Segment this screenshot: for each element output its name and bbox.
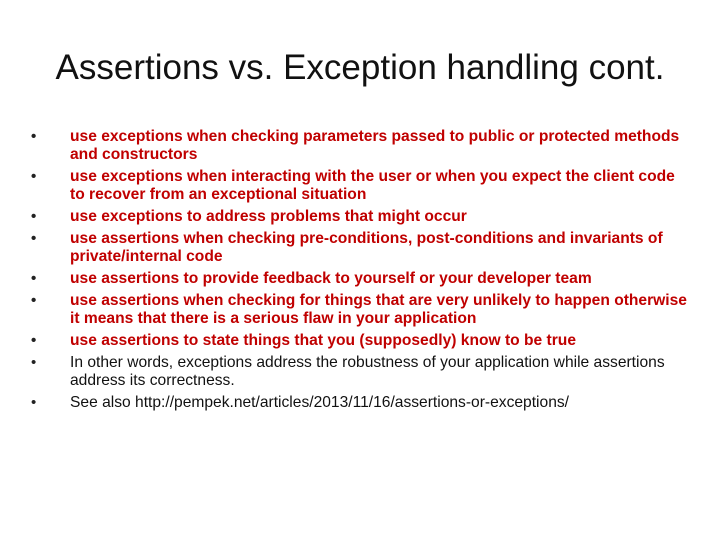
bullet-item — [30, 168, 690, 204]
bullet-dot-icon: • — [31, 332, 37, 349]
slide-title: Assertions vs. Exception handling cont. — [55, 48, 665, 87]
bullet-dot-icon: • — [31, 354, 37, 371]
bullet-dot-icon: • — [31, 168, 37, 185]
bullet-text: use exceptions when interacting with the user or when you expect the client code to recover from an exceptional situation — [70, 168, 675, 203]
bullet-text: use assertions to state things that you (supposedly) know to be true — [70, 332, 576, 349]
bullet-dot-icon: • — [31, 292, 37, 309]
bullet-dot-icon: • — [31, 270, 37, 287]
bullet-list — [30, 128, 690, 416]
bullet-item-link[interactable] — [30, 394, 690, 412]
bullet-dot-icon: • — [31, 230, 37, 247]
bullet-text: use exceptions to address problems that might occur — [70, 208, 467, 225]
bullet-dot-icon: • — [31, 208, 37, 225]
bullet-item — [30, 332, 690, 350]
bullet-item — [30, 270, 690, 288]
bullet-text: use exceptions when checking parameters passed to public or protected methods and constructors — [70, 128, 680, 163]
bullet-text: In other words, exceptions address the robustness of your application while assertions address its correctness. — [70, 354, 665, 389]
bullet-item — [30, 292, 690, 328]
bullet-text: use assertions when checking for things that are very unlikely to happen otherwise it means that there is a serious flaw in your application — [70, 292, 687, 327]
bullet-text: See also http://pempek.net/articles/2013/11/16/assertions-or-exceptions/ — [70, 394, 569, 411]
bullet-item — [30, 208, 690, 226]
bullet-text: use assertions when checking pre-conditions, post-conditions and invariants of private/internal code — [70, 230, 663, 265]
bullet-item — [30, 230, 690, 266]
bullet-item — [30, 354, 690, 390]
bullet-dot-icon: • — [31, 128, 37, 145]
bullet-text: use assertions to provide feedback to yourself or your developer team — [70, 270, 592, 287]
bullet-item — [30, 128, 690, 164]
bullet-dot-icon: • — [31, 394, 37, 411]
